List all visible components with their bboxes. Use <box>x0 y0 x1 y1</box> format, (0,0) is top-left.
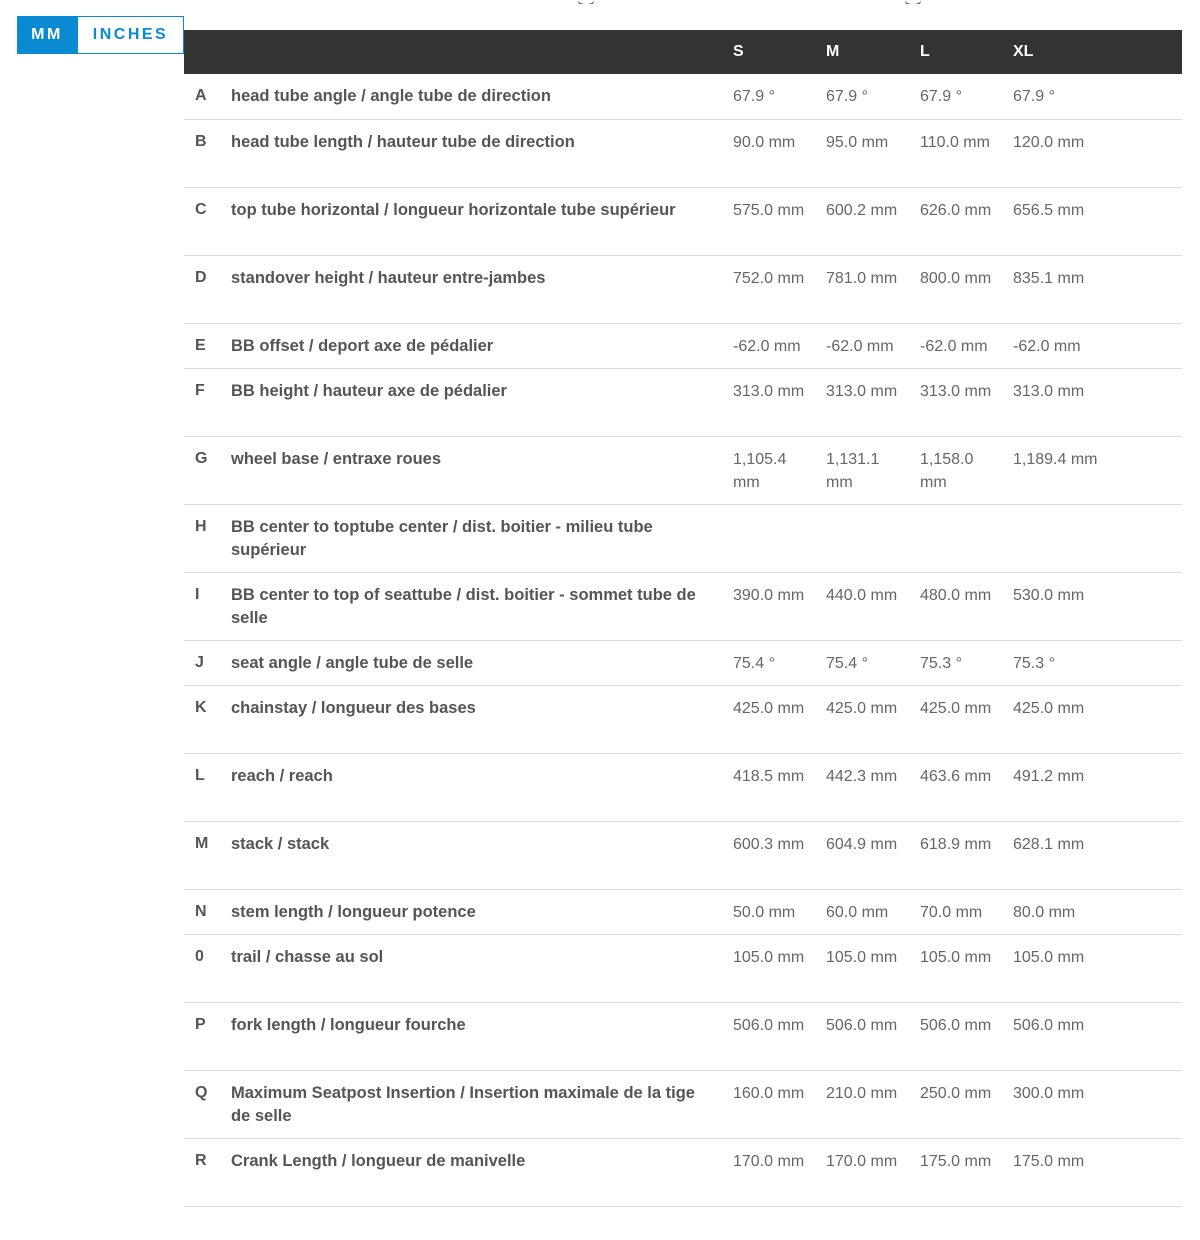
row-letter: D <box>184 255 231 323</box>
header-name <box>231 30 733 74</box>
row-letter: 0 <box>184 934 231 1002</box>
value-size-l: 463.6 mm <box>920 753 1013 821</box>
row-measurement-name: top tube horizontal / longueur horizontale tube supérieur <box>231 187 733 255</box>
value-size-xl: 175.0 mm <box>1013 1138 1182 1206</box>
value-size-l: 250.0 mm <box>920 1070 1013 1138</box>
row-measurement-name: chainstay / longueur des bases <box>231 685 733 753</box>
table-row <box>184 1070 1182 1138</box>
geometry-table <box>184 30 1182 1207</box>
row-measurement-name: reach / reach <box>231 753 733 821</box>
row-letter: B <box>184 119 231 187</box>
table-row <box>184 368 1182 436</box>
row-letter: K <box>184 685 231 753</box>
row-letter: J <box>184 640 231 685</box>
value-size-m: 75.4 ° <box>826 640 920 685</box>
table-body <box>184 74 1182 1206</box>
row-letter: R <box>184 1138 231 1206</box>
value-size-xl: 656.5 mm <box>1013 187 1182 255</box>
page-heading-clipped <box>0 0 1200 4</box>
value-size-xl: 530.0 mm <box>1013 572 1182 640</box>
value-size-m: 600.2 mm <box>826 187 920 255</box>
value-size-s: 90.0 mm <box>733 119 826 187</box>
header-size-m: M <box>826 43 840 60</box>
table-row <box>184 934 1182 1002</box>
value-size-l: 70.0 mm <box>920 889 1013 934</box>
value-size-xl: 425.0 mm <box>1013 685 1182 753</box>
value-size-xl: 300.0 mm <box>1013 1070 1182 1138</box>
value-size-m: 170.0 mm <box>826 1138 920 1206</box>
value-size-l: 480.0 mm <box>920 572 1013 640</box>
value-size-xl: 75.3 ° <box>1013 640 1182 685</box>
value-size-l: 618.9 mm <box>920 821 1013 889</box>
value-size-s: 752.0 mm <box>733 255 826 323</box>
header-size-xl: XL <box>1013 43 1034 60</box>
row-letter: P <box>184 1002 231 1070</box>
value-size-l: 313.0 mm <box>920 368 1013 436</box>
row-measurement-name: stack / stack <box>231 821 733 889</box>
row-letter: N <box>184 889 231 934</box>
value-size-m: 781.0 mm <box>826 255 920 323</box>
table-row <box>184 436 1182 504</box>
value-size-s: 1,105.4 mm <box>733 436 826 504</box>
row-measurement-name: head tube length / hauteur tube de direction <box>231 119 733 187</box>
value-size-xl: 835.1 mm <box>1013 255 1182 323</box>
value-size-xl: 1,189.4 mm <box>1013 436 1182 504</box>
value-size-xl: 80.0 mm <box>1013 889 1182 934</box>
value-size-xl: 628.1 mm <box>1013 821 1182 889</box>
value-size-s <box>733 504 826 572</box>
value-size-xl: 313.0 mm <box>1013 368 1182 436</box>
table-row <box>184 187 1182 255</box>
heading-glyph-descender <box>905 0 921 4</box>
value-size-s: 600.3 mm <box>733 821 826 889</box>
value-size-s: 75.4 ° <box>733 640 826 685</box>
unit-inches-button[interactable]: INCHES <box>77 16 184 54</box>
value-size-m <box>826 504 920 572</box>
value-size-xl: 67.9 ° <box>1013 74 1182 119</box>
unit-toggle <box>17 16 184 54</box>
table-row <box>184 74 1182 119</box>
header-size-s: S <box>733 43 744 60</box>
row-letter: M <box>184 821 231 889</box>
value-size-l: 1,158.0 mm <box>920 436 1013 504</box>
row-letter: E <box>184 323 231 368</box>
value-size-m: 604.9 mm <box>826 821 920 889</box>
value-size-l <box>920 504 1013 572</box>
header-size-l: L <box>920 43 930 60</box>
value-size-s: 575.0 mm <box>733 187 826 255</box>
value-size-m: 425.0 mm <box>826 685 920 753</box>
value-size-m: 67.9 ° <box>826 74 920 119</box>
value-size-l: 75.3 ° <box>920 640 1013 685</box>
row-measurement-name: BB center to toptube center / dist. boitier - milieu tube supérieur <box>231 504 733 572</box>
value-size-xl: 491.2 mm <box>1013 753 1182 821</box>
value-size-l: 425.0 mm <box>920 685 1013 753</box>
value-size-m: -62.0 mm <box>826 323 920 368</box>
table-row <box>184 1138 1182 1206</box>
value-size-m: 506.0 mm <box>826 1002 920 1070</box>
row-letter: F <box>184 368 231 436</box>
value-size-m: 210.0 mm <box>826 1070 920 1138</box>
value-size-m: 313.0 mm <box>826 368 920 436</box>
row-measurement-name: head tube angle / angle tube de direction <box>231 74 733 119</box>
table-row <box>184 685 1182 753</box>
value-size-s: 313.0 mm <box>733 368 826 436</box>
row-letter: Q <box>184 1070 231 1138</box>
value-size-m: 95.0 mm <box>826 119 920 187</box>
value-size-s: 418.5 mm <box>733 753 826 821</box>
value-size-s: 105.0 mm <box>733 934 826 1002</box>
row-letter: L <box>184 753 231 821</box>
value-size-s: 506.0 mm <box>733 1002 826 1070</box>
value-size-l: 506.0 mm <box>920 1002 1013 1070</box>
table-row <box>184 572 1182 640</box>
table-row <box>184 640 1182 685</box>
value-size-m: 440.0 mm <box>826 572 920 640</box>
table-row <box>184 119 1182 187</box>
table-header-row <box>184 30 1182 74</box>
value-size-xl <box>1013 504 1182 572</box>
value-size-m: 1,131.1 mm <box>826 436 920 504</box>
table-row <box>184 323 1182 368</box>
value-size-s: 425.0 mm <box>733 685 826 753</box>
row-measurement-name: wheel base / entraxe roues <box>231 436 733 504</box>
row-measurement-name: seat angle / angle tube de selle <box>231 640 733 685</box>
row-letter: I <box>184 572 231 640</box>
value-size-m: 105.0 mm <box>826 934 920 1002</box>
value-size-s: 390.0 mm <box>733 572 826 640</box>
value-size-s: 160.0 mm <box>733 1070 826 1138</box>
value-size-l: 105.0 mm <box>920 934 1013 1002</box>
value-size-s: 67.9 ° <box>733 74 826 119</box>
value-size-s: 50.0 mm <box>733 889 826 934</box>
value-size-m: 442.3 mm <box>826 753 920 821</box>
row-letter: H <box>184 504 231 572</box>
value-size-l: 800.0 mm <box>920 255 1013 323</box>
table-row <box>184 504 1182 572</box>
row-measurement-name: standover height / hauteur entre-jambes <box>231 255 733 323</box>
value-size-l: 110.0 mm <box>920 119 1013 187</box>
header-letter <box>184 30 231 74</box>
value-size-s: -62.0 mm <box>733 323 826 368</box>
table-row <box>184 889 1182 934</box>
value-size-m: 60.0 mm <box>826 889 920 934</box>
table-row <box>184 255 1182 323</box>
value-size-s: 170.0 mm <box>733 1138 826 1206</box>
row-measurement-name: Crank Length / longueur de manivelle <box>231 1138 733 1206</box>
unit-mm-button[interactable]: MM <box>17 16 77 54</box>
row-measurement-name: BB center to top of seattube / dist. boitier - sommet tube de selle <box>231 572 733 640</box>
row-measurement-name: BB offset / deport axe de pédalier <box>231 323 733 368</box>
row-measurement-name: BB height / hauteur axe de pédalier <box>231 368 733 436</box>
value-size-xl: -62.0 mm <box>1013 323 1182 368</box>
heading-glyph-descender <box>578 0 594 4</box>
row-letter: C <box>184 187 231 255</box>
value-size-l: 626.0 mm <box>920 187 1013 255</box>
row-measurement-name: stem length / longueur potence <box>231 889 733 934</box>
table-row <box>184 821 1182 889</box>
row-letter: G <box>184 436 231 504</box>
table-row <box>184 753 1182 821</box>
value-size-xl: 105.0 mm <box>1013 934 1182 1002</box>
row-measurement-name: Maximum Seatpost Insertion / Insertion maximale de la tige de selle <box>231 1070 733 1138</box>
value-size-xl: 506.0 mm <box>1013 1002 1182 1070</box>
value-size-l: 175.0 mm <box>920 1138 1013 1206</box>
table-row <box>184 1002 1182 1070</box>
row-measurement-name: trail / chasse au sol <box>231 934 733 1002</box>
value-size-xl: 120.0 mm <box>1013 119 1182 187</box>
row-measurement-name: fork length / longueur fourche <box>231 1002 733 1070</box>
value-size-l: 67.9 ° <box>920 74 1013 119</box>
row-letter: A <box>184 74 231 119</box>
value-size-l: -62.0 mm <box>920 323 1013 368</box>
